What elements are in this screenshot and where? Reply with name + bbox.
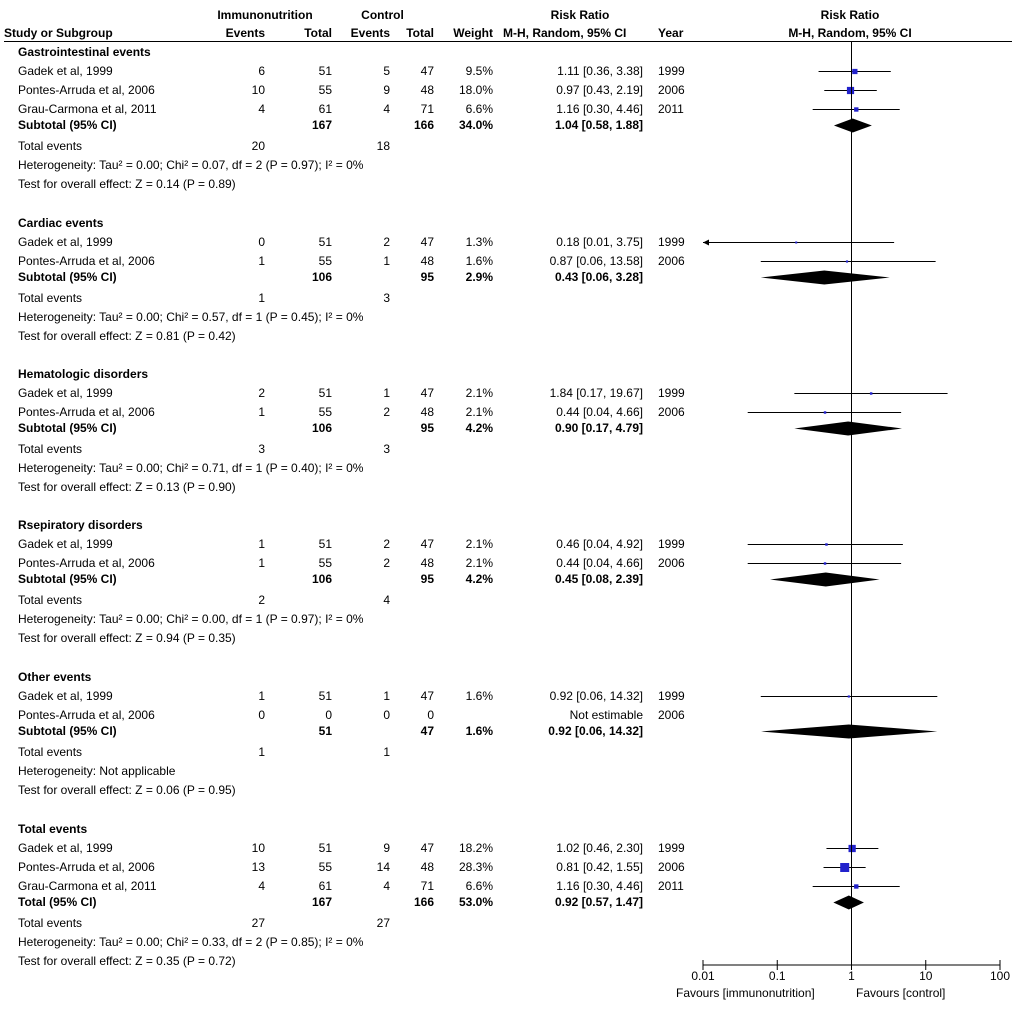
study-weight: 6.6%	[465, 102, 493, 116]
total-events-control: 18	[376, 139, 390, 153]
study-year: 2006	[658, 83, 685, 97]
study-weight: 18.2%	[458, 841, 493, 855]
subtotal-label: Subtotal (95% CI)	[18, 421, 117, 435]
header-year: Year	[658, 26, 684, 40]
subtotal-total-control: 95	[420, 572, 434, 586]
total-events-immuno: 1	[258, 291, 265, 305]
study-total-control: 48	[420, 254, 434, 268]
overall-effect-text: Test for overall effect: Z = 0.13 (P = 0.90)	[18, 480, 236, 494]
overall-effect-text: Test for overall effect: Z = 0.14 (P = 0.89)	[18, 177, 236, 191]
study-year: 2006	[658, 708, 685, 722]
study-ci: 0.18 [0.01, 3.75]	[556, 235, 643, 249]
study-ci: 0.46 [0.04, 4.92]	[556, 537, 643, 551]
total-events-label: Total events	[18, 916, 83, 930]
header-method-left: M-H, Random, 95% CI	[503, 26, 627, 40]
study-year: 2011	[658, 879, 684, 893]
study-year: 1999	[658, 689, 685, 703]
subtotal-diamond	[794, 422, 902, 436]
subgroup-title: Total events	[18, 822, 88, 836]
study-total-control: 47	[420, 841, 434, 855]
study-ci: Not estimable	[569, 708, 643, 722]
subtotal-total-immuno: 106	[311, 421, 332, 435]
study-total-immuno: 51	[318, 841, 332, 855]
header-control: Control	[361, 8, 404, 22]
study-weight: 1.6%	[465, 689, 493, 703]
study-events-control: 9	[383, 83, 390, 97]
study-events-immuno: 4	[258, 879, 265, 893]
study-events-immuno: 0	[258, 235, 265, 249]
study-weight: 1.6%	[465, 254, 493, 268]
total-events-control: 3	[383, 291, 390, 305]
study-events-control: 2	[383, 405, 390, 419]
header-study: Study or Subgroup	[4, 26, 113, 40]
study-ci: 0.44 [0.04, 4.66]	[556, 556, 643, 570]
subtotal-label: Subtotal (95% CI)	[18, 572, 117, 586]
study-events-control: 2	[383, 556, 390, 570]
study-events-control: 14	[376, 860, 390, 874]
study-name: Gadek et al, 1999	[18, 386, 113, 400]
subtotal-diamond	[761, 725, 938, 739]
study-point-marker	[795, 242, 797, 244]
study-point-marker	[852, 69, 857, 74]
study-events-immuno: 1	[258, 254, 265, 268]
study-weight: 28.3%	[458, 860, 493, 874]
study-name: Pontes-Arruda et al, 2006	[18, 405, 155, 419]
study-point-marker	[847, 87, 854, 94]
study-name: Gadek et al, 1999	[18, 841, 113, 855]
study-total-immuno: 0	[325, 708, 332, 722]
subtotal-weight: 4.2%	[465, 421, 493, 435]
overall-effect-text: Test for overall effect: Z = 0.94 (P = 0.35)	[18, 631, 236, 645]
favours-control-label: Favours [control]	[856, 986, 946, 1000]
study-total-control: 47	[420, 386, 434, 400]
subtotal-ci: 0.92 [0.06, 14.32]	[548, 724, 643, 738]
heterogeneity-text: Heterogeneity: Tau² = 0.00; Chi² = 0.33, df = 2 (P = 0.85); I² = 0%	[18, 935, 364, 949]
study-ci: 0.97 [0.43, 2.19]	[556, 83, 643, 97]
subtotal-ci: 0.45 [0.08, 2.39]	[554, 572, 643, 586]
study-total-immuno: 55	[318, 556, 332, 570]
subtotal-total-immuno: 167	[311, 118, 332, 132]
header-events-immuno: Events	[225, 26, 265, 40]
study-total-immuno: 51	[318, 235, 332, 249]
study-total-immuno: 55	[318, 405, 332, 419]
header-total-control: Total	[406, 26, 434, 40]
total-events-label: Total events	[18, 593, 83, 607]
study-total-control: 71	[420, 879, 434, 893]
study-events-control: 2	[383, 537, 390, 551]
total-events-immuno: 20	[251, 139, 265, 153]
subtotal-total-control: 95	[420, 421, 434, 435]
study-total-immuno: 51	[318, 386, 332, 400]
subgroup-title: Hematologic disorders	[18, 367, 149, 381]
study-ci: 1.16 [0.30, 4.46]	[556, 879, 643, 893]
heterogeneity-text: Heterogeneity: Tau² = 0.00; Chi² = 0.07, df = 2 (P = 0.97); I² = 0%	[18, 158, 364, 172]
study-year: 2006	[658, 556, 685, 570]
study-weight: 9.5%	[465, 64, 493, 78]
study-events-control: 2	[383, 235, 390, 249]
study-year: 1999	[658, 64, 685, 78]
header-risk-ratio-left: Risk Ratio	[550, 8, 610, 22]
total-events-control: 27	[376, 916, 390, 930]
study-name: Pontes-Arruda et al, 2006	[18, 860, 155, 874]
subtotal-diamond	[761, 271, 890, 285]
study-events-control: 4	[383, 102, 390, 116]
header-method-right: M-H, Random, 95% CI	[788, 26, 912, 40]
subtotal-diamond	[770, 573, 880, 587]
subtotal-total-control: 47	[420, 724, 434, 738]
subtotal-total-immuno: 167	[311, 895, 332, 909]
heterogeneity-text: Heterogeneity: Tau² = 0.00; Chi² = 0.00, df = 1 (P = 0.97); I² = 0%	[18, 612, 364, 626]
study-point-marker	[846, 260, 848, 262]
study-weight: 2.1%	[465, 405, 493, 419]
study-total-immuno: 51	[318, 64, 332, 78]
study-total-immuno: 61	[318, 102, 332, 116]
study-total-control: 47	[420, 64, 434, 78]
study-year: 2011	[658, 102, 684, 116]
heterogeneity-text: Heterogeneity: Tau² = 0.00; Chi² = 0.71, df = 1 (P = 0.40); I² = 0%	[18, 461, 364, 475]
subtotal-total-control: 166	[413, 118, 434, 132]
total-events-immuno: 3	[258, 442, 265, 456]
study-name: Gadek et al, 1999	[18, 64, 113, 78]
study-total-control: 47	[420, 537, 434, 551]
ci-arrow-left-icon	[703, 240, 709, 246]
favours-immunonutrition-label: Favours [immunonutrition]	[676, 986, 815, 1000]
total-events-label: Total events	[18, 442, 83, 456]
study-year: 1999	[658, 841, 685, 855]
study-events-immuno: 1	[258, 405, 265, 419]
study-year: 1999	[658, 386, 685, 400]
study-events-immuno: 10	[251, 841, 265, 855]
total-events-immuno: 27	[251, 916, 265, 930]
study-events-control: 0	[383, 708, 390, 722]
study-ci: 0.81 [0.42, 1.55]	[556, 860, 643, 874]
subtotal-total-immuno: 51	[318, 724, 332, 738]
total-events-control: 4	[383, 593, 390, 607]
study-events-control: 1	[383, 254, 390, 268]
study-name: Grau-Carmona et al, 2011	[18, 102, 157, 116]
subtotal-weight: 2.9%	[465, 270, 493, 284]
study-total-control: 47	[420, 235, 434, 249]
study-name: Gadek et al, 1999	[18, 537, 113, 551]
study-total-control: 71	[420, 102, 434, 116]
study-year: 1999	[658, 537, 685, 551]
study-events-immuno: 13	[251, 860, 265, 874]
study-point-marker	[848, 695, 850, 697]
subtotal-total-control: 95	[420, 270, 434, 284]
subtotal-label: Subtotal (95% CI)	[18, 118, 117, 132]
study-events-immuno: 1	[258, 537, 265, 551]
subtotal-ci: 0.43 [0.06, 3.28]	[554, 270, 643, 284]
header-events-control: Events	[350, 26, 390, 40]
subgroup-title: Gastrointestinal events	[18, 45, 151, 59]
study-name: Pontes-Arruda et al, 2006	[18, 83, 155, 97]
study-year: 2006	[658, 405, 685, 419]
study-weight: 2.1%	[465, 537, 493, 551]
study-events-immuno: 2	[258, 386, 265, 400]
heterogeneity-text: Heterogeneity: Tau² = 0.00; Chi² = 0.57, df = 1 (P = 0.45); I² = 0%	[18, 310, 364, 324]
study-events-immuno: 6	[258, 64, 265, 78]
study-ci: 1.11 [0.36, 3.38]	[557, 64, 643, 78]
study-total-immuno: 55	[318, 860, 332, 874]
study-ci: 0.44 [0.04, 4.66]	[556, 405, 643, 419]
subtotal-total-control: 166	[413, 895, 434, 909]
study-point-marker	[824, 562, 826, 564]
study-ci: 0.92 [0.06, 14.32]	[549, 689, 643, 703]
study-total-control: 0	[427, 708, 434, 722]
subtotal-weight: 53.0%	[458, 895, 493, 909]
study-year: 2006	[658, 254, 685, 268]
study-weight: 1.3%	[465, 235, 493, 249]
header-total-immuno: Total	[304, 26, 332, 40]
subtotal-ci: 0.92 [0.57, 1.47]	[554, 895, 643, 909]
study-weight: 6.6%	[465, 879, 493, 893]
heterogeneity-text: Heterogeneity: Not applicable	[18, 764, 176, 778]
study-total-immuno: 51	[318, 537, 332, 551]
study-total-control: 48	[420, 556, 434, 570]
study-ci: 1.16 [0.30, 4.46]	[556, 102, 643, 116]
study-point-marker	[825, 543, 827, 545]
study-events-control: 5	[383, 64, 390, 78]
header-weight: Weight	[453, 26, 493, 40]
subtotal-weight: 34.0%	[458, 118, 493, 132]
x-tick-label: 100	[989, 969, 1011, 983]
study-point-marker	[870, 392, 872, 394]
study-year: 1999	[658, 235, 685, 249]
subtotal-label: Subtotal (95% CI)	[18, 724, 117, 738]
study-ci: 1.84 [0.17, 19.67]	[549, 386, 643, 400]
study-year: 2006	[658, 860, 685, 874]
study-weight: 2.1%	[465, 386, 493, 400]
header-immunonutrition: Immunonutrition	[217, 8, 313, 22]
total-events-label: Total events	[18, 291, 83, 305]
study-ci: 1.02 [0.46, 2.30]	[556, 841, 643, 855]
overall-effect-text: Test for overall effect: Z = 0.06 (P = 0.95)	[18, 783, 236, 797]
study-total-immuno: 55	[318, 254, 332, 268]
study-point-marker	[824, 411, 826, 413]
study-point-marker	[849, 845, 856, 852]
subtotal-total-immuno: 106	[311, 572, 332, 586]
study-total-control: 48	[420, 860, 434, 874]
study-total-immuno: 51	[318, 689, 332, 703]
subtotal-label: Subtotal (95% CI)	[18, 270, 117, 284]
total-events-immuno: 1	[258, 745, 265, 759]
subtotal-total-immuno: 106	[311, 270, 332, 284]
subtotal-weight: 4.2%	[465, 572, 493, 586]
study-name: Pontes-Arruda et al, 2006	[18, 708, 155, 722]
study-ci: 0.87 [0.06, 13.58]	[549, 254, 643, 268]
study-events-control: 1	[383, 689, 390, 703]
study-events-control: 1	[383, 386, 390, 400]
study-point-marker	[854, 107, 858, 111]
header-risk-ratio-right: Risk Ratio	[820, 8, 880, 22]
study-name: Grau-Carmona et al, 2011	[18, 879, 157, 893]
x-tick-label: 0.01	[691, 969, 715, 983]
study-name: Pontes-Arruda et al, 2006	[18, 254, 155, 268]
subtotal-ci: 1.04 [0.58, 1.88]	[554, 118, 643, 132]
study-events-immuno: 4	[258, 102, 265, 116]
study-events-immuno: 1	[258, 689, 265, 703]
study-events-immuno: 0	[258, 708, 265, 722]
subtotal-diamond	[834, 119, 872, 133]
subgroup-title: Cardiac events	[18, 216, 104, 230]
study-total-control: 48	[420, 83, 434, 97]
study-events-immuno: 1	[258, 556, 265, 570]
study-total-control: 47	[420, 689, 434, 703]
study-weight: 18.0%	[458, 83, 493, 97]
study-name: Gadek et al, 1999	[18, 689, 113, 703]
total-events-label: Total events	[18, 139, 83, 153]
study-total-immuno: 61	[318, 879, 332, 893]
study-total-immuno: 55	[318, 83, 332, 97]
subgroup-title: Rsepiratory disorders	[18, 518, 143, 532]
subgroup-title: Other events	[18, 670, 92, 684]
study-point-marker	[840, 863, 849, 872]
overall-effect-text: Test for overall effect: Z = 0.81 (P = 0.42)	[18, 329, 236, 343]
x-tick-label: 10	[919, 969, 933, 983]
subtotal-diamond	[833, 896, 864, 910]
subtotal-ci: 0.90 [0.17, 4.79]	[554, 421, 643, 435]
overall-effect-text: Test for overall effect: Z = 0.35 (P = 0.72)	[18, 954, 236, 968]
study-weight: 2.1%	[465, 556, 493, 570]
x-tick-label: 0.1	[768, 969, 786, 983]
study-total-control: 48	[420, 405, 434, 419]
study-events-control: 9	[383, 841, 390, 855]
total-events-control: 1	[383, 745, 390, 759]
total-events-label: Total events	[18, 745, 83, 759]
study-events-control: 4	[383, 879, 390, 893]
study-point-marker	[854, 884, 858, 888]
subtotal-label: Total (95% CI)	[18, 895, 97, 909]
total-events-control: 3	[383, 442, 390, 456]
study-events-immuno: 10	[251, 83, 265, 97]
subtotal-weight: 1.6%	[465, 724, 493, 738]
study-name: Gadek et al, 1999	[18, 235, 113, 249]
total-events-immuno: 2	[258, 593, 265, 607]
x-tick-label: 1	[848, 969, 855, 983]
study-name: Pontes-Arruda et al, 2006	[18, 556, 155, 570]
